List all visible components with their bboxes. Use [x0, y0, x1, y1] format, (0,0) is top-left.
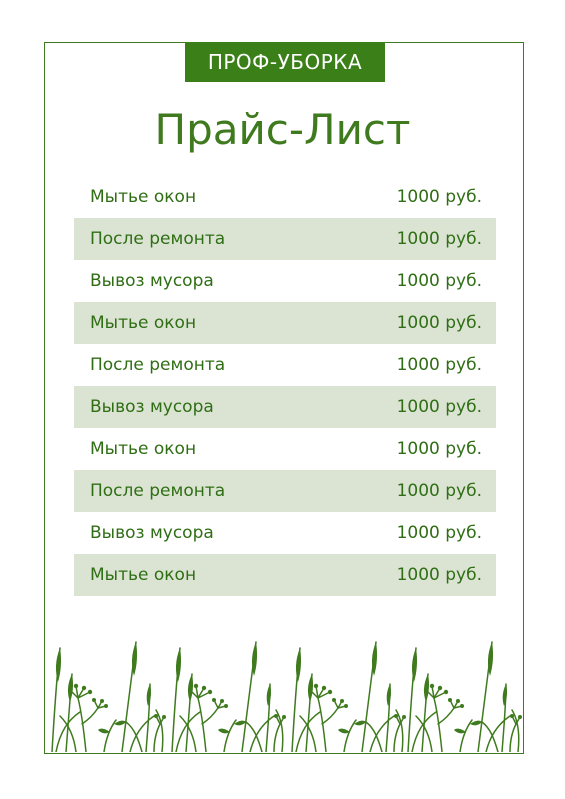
service-price: 1000 руб. — [396, 355, 482, 375]
service-price: 1000 руб. — [396, 439, 482, 459]
service-name: Вывоз мусора — [90, 397, 214, 417]
price-row — [74, 386, 496, 428]
service-price: 1000 руб. — [396, 565, 482, 585]
service-name: После ремонта — [90, 355, 226, 375]
service-name: Мытье окон — [90, 313, 197, 333]
service-name: Мытье окон — [90, 439, 197, 459]
price-row — [74, 512, 496, 554]
grass-plants-icon — [46, 628, 522, 752]
service-price: 1000 руб. — [396, 229, 482, 249]
service-name: После ремонта — [90, 229, 226, 249]
price-row — [74, 554, 496, 596]
price-list — [74, 176, 496, 596]
service-price: 1000 руб. — [396, 313, 482, 333]
price-row — [74, 176, 496, 218]
service-price: 1000 руб. — [396, 397, 482, 417]
price-row — [74, 470, 496, 512]
brand-badge: ПРОФ-УБОРКА — [185, 42, 385, 82]
service-name: Мытье окон — [90, 187, 197, 207]
service-name: Вывоз мусора — [90, 523, 214, 543]
price-row — [74, 260, 496, 302]
service-name: Мытье окон — [90, 565, 197, 585]
service-name: После ремонта — [90, 481, 226, 501]
price-row — [74, 344, 496, 386]
price-row — [74, 428, 496, 470]
price-row — [74, 218, 496, 260]
service-name: Вывоз мусора — [90, 271, 214, 291]
page-title: Прайс-Лист — [154, 105, 411, 154]
service-price: 1000 руб. — [396, 481, 482, 501]
service-price: 1000 руб. — [396, 271, 482, 291]
service-price: 1000 руб. — [396, 187, 482, 207]
price-row — [74, 302, 496, 344]
service-price: 1000 руб. — [396, 523, 482, 543]
